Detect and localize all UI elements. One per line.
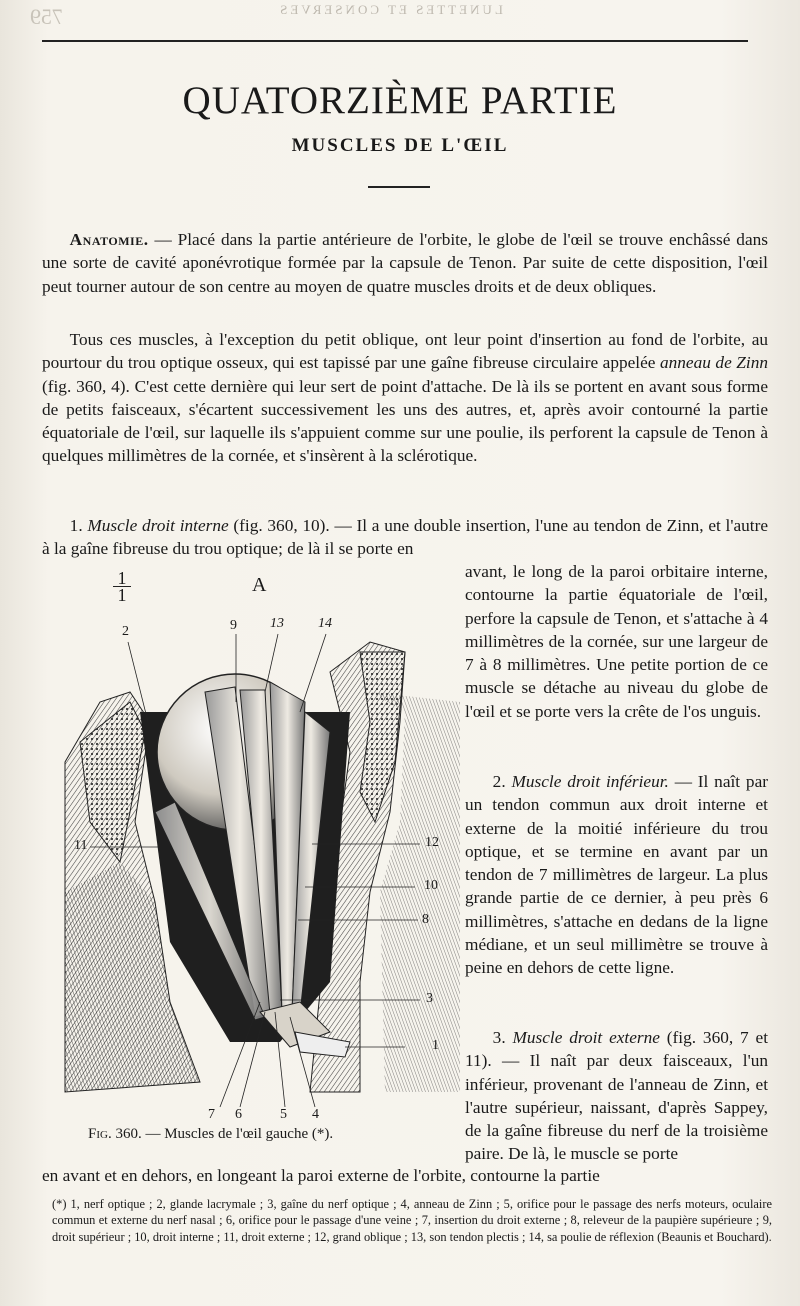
section-title: Muscle droit inférieur. [511,772,669,791]
label-13: 13 [270,616,284,631]
part-title: QUATORZIÈME PARTIE [182,79,618,122]
figure-caption [88,1126,333,1143]
section-title: Muscle droit externe [512,1028,660,1047]
italic-term: anneau de Zinn [660,353,768,373]
label-7: 7 [208,1107,215,1122]
caption-text: — Muscles de l'œil gauche (*). [141,1126,334,1142]
paragraph-text: (fig. 360, 7 et 11). — Il naît par deux faisceaux, l'un inférieur, provenant de l'anneau de Zinn, et l'autre supérieur, naissant, d'après Sappey, de la gaîne fibreuse du nerf de la troisième paire. De là, le muscle se porte [465,1028,768,1164]
paragraph-text: (fig. 360, 4). C'est cette dernière qui leur sert de point d'attache. De là ils se portent en avant sous forme de petits faisceaux, s'écartent successivement les uns des autres, et, après avoir contourné la partie équatoriale de l'œil, sur laquelle ils s'appuient comme sur une poulie, ils perforent la capsule de Tenon à quelques millimètres de la cornée, et s'insèrent à la sclérotique. [42,376,768,466]
paragraph-text: (fig. 360, 10). — Il a une double insertion, l'une au tendon de Zinn, et l'autre à la gaîne fibreuse du trou optique; de là il se porte en [42,516,768,559]
label-12: 12 [425,835,439,850]
paragraph-continuation: en avant et en dehors, en longeant la paroi externe de l'orbite, contourne la partie [42,1166,600,1185]
label-4: 4 [312,1107,319,1122]
scale-numerator: 1 [117,568,127,588]
paragraph-droit-externe [465,1026,768,1166]
label-8: 8 [422,912,429,927]
footnote: (*) 1, nerf optique ; 2, glande lacrymale ; 3, gaîne du nerf optique ; 4, anneau de Zinn ; 5, orifice pour le passage des nerfs moteurs, oculaire commun et externe du nerf nasal ; 6, orifice pour le passage d'une veine ; 7, insertion du droit externe ; 8, releveur de la paupière supérieure ; 9, droit supérieur ; 10, droit interne ; 11, droit externe ; 12, grand oblique ; 13, son tendon plectis ; 14, sa poulie de réflexion (Beaunis et Bouchard). [52,1197,772,1244]
label-1: 1 [432,1038,439,1053]
section-number: 1. [69,516,88,535]
label-14: 14 [318,616,332,631]
part-subtitle: MUSCLES DE L'ŒIL [291,135,509,156]
figure-360 [60,562,460,1132]
scale-fraction [113,570,131,603]
paragraph-anatomie [42,228,768,298]
eye-muscles-engraving [60,562,460,1132]
label-9: 9 [230,618,237,633]
figure-letter: A [252,574,267,596]
paragraph-droit-interne [42,514,768,561]
label-2: 2 [122,624,129,639]
caption-figure-number: Fig. 360. [88,1126,142,1142]
paragraph-insertion [42,328,768,468]
section-title: Muscle droit interne [87,516,229,535]
label-5: 5 [280,1107,287,1122]
paragraph-text: Tous ces muscles, à l'exception du petit oblique, ont leur point d'insertion au fond de l'orbite, au pourtour du trou optique osseux, qui est tapissé par une gaîne fibreuse circulaire appelée [42,330,768,373]
paragraph-text: — Placé dans la partie antérieure de l'orbite, le globe de l'œil se trouve enchâssé dans une sorte de cavité aponévrotique formée par la capsule de Tenon. Par suite de cette disposition, l'œil peut tourner autour de son centre au moyen de quatre muscles droits et de deux obliques. [42,230,768,296]
paragraph-text: — Il naît par un tendon commun aux droit interne et externe de la moitié inférieure du trou optique, et se termine en avant par un tendon de 7 millimètres de largeur. La plus grande partie de ce dernier, à peu près 6 millimètres, s'attache en dedans de la ligne médiane, et un seul millimètre se trouve à peine en dehors de cette ligne. [465,772,768,978]
section-number: 2. [492,772,512,791]
bleed-through-page-number: 759 [30,4,63,29]
label-11: 11 [74,838,88,853]
scale-denominator: 1 [117,585,127,605]
label-3: 3 [426,991,433,1006]
section-heading-anatomie: Anatomie. [69,230,149,249]
label-10: 10 [424,878,438,893]
bleed-through-running-head: LUNETTES ET CONSERVES [277,2,503,17]
paragraph-droit-interne-cont: avant, le long de la paroi orbitaire interne, contourne la partie équatoriale de l'œil, perfore la capsule de Tenon, et s'attache à 4 millimètres de la cornée, sur une largeur de 7 à 8 millimètres. Une petite portion de ce muscle se détache au niveau du globe de l'œil et se porte vers la crête de l'os unguis. [465,562,768,721]
section-number: 3. [492,1028,513,1047]
paragraph-droit-inferieur [465,770,768,980]
top-rule [42,40,748,42]
title-separator [368,186,430,188]
label-6: 6 [235,1107,242,1122]
